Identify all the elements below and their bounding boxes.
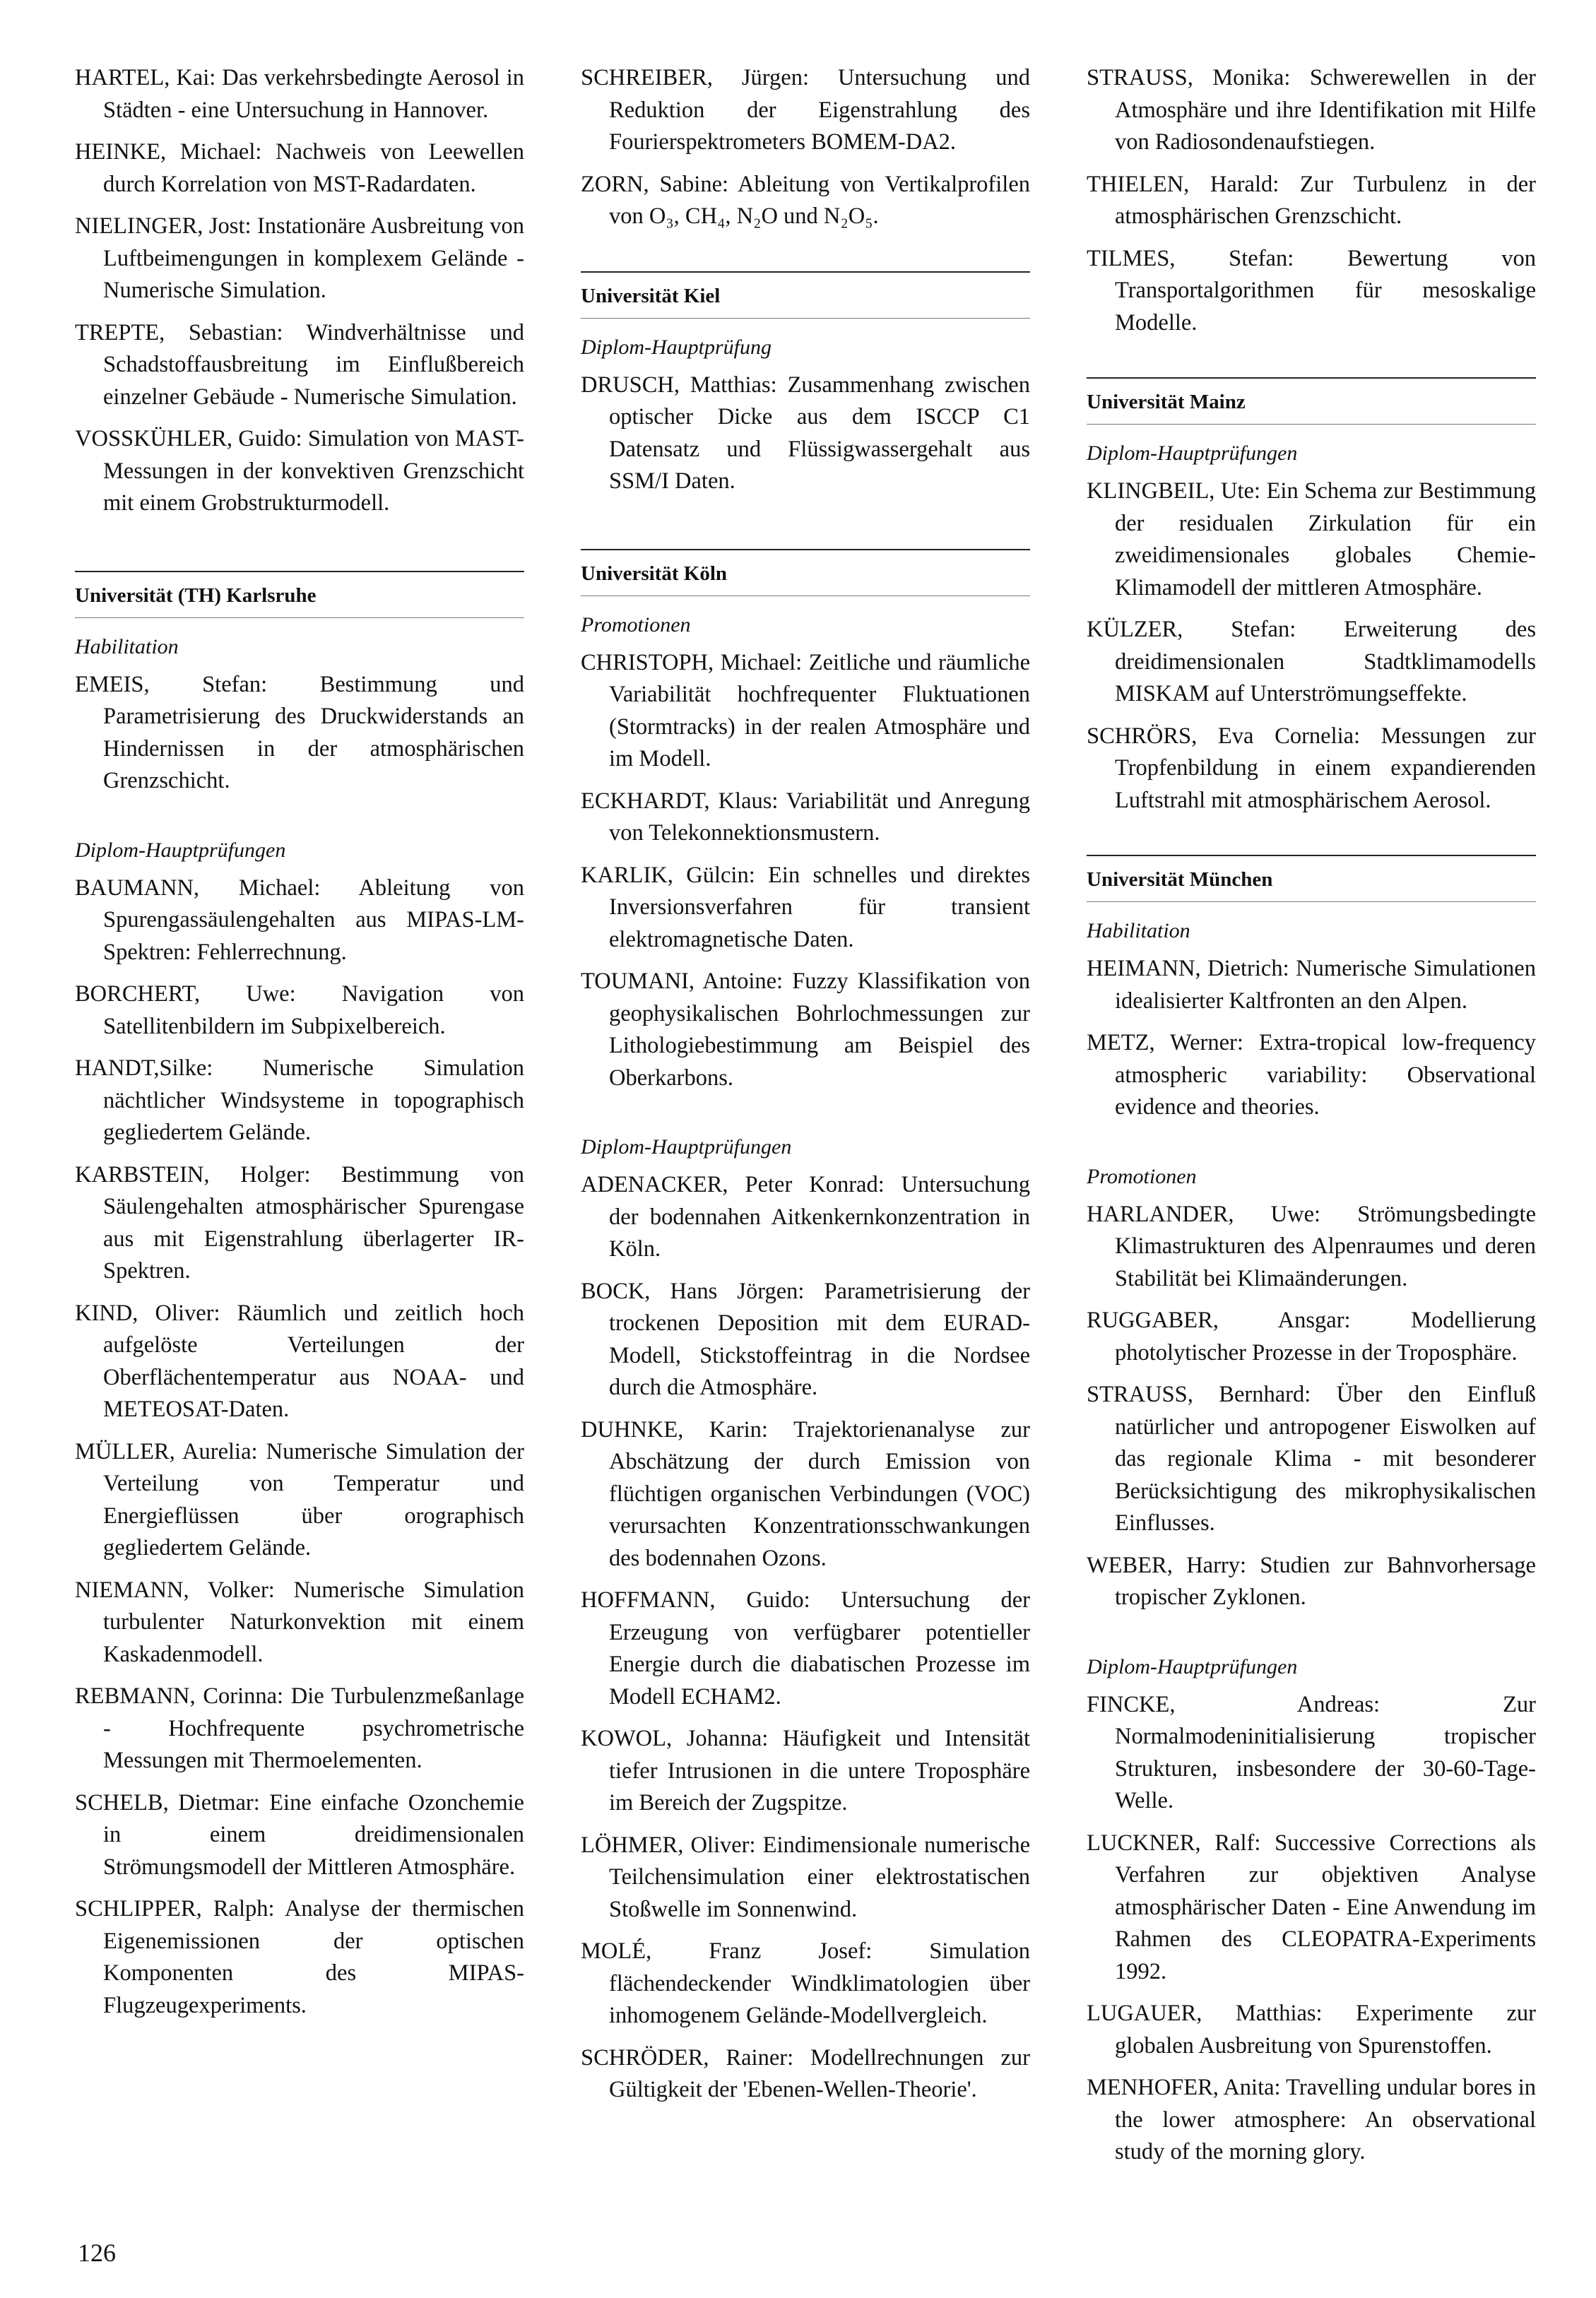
thesis-entry: HANDT,Silke: Numerische Simulation nächtlicher Windsysteme in topographisch gegliedertem Gelände. — [75, 1055, 524, 1145]
thesis-entry: STRAUSS, Monika: Schwerewellen in der Atmosphäre und ihre Identifikation mit Hilfe von Radiosondenaufstiegen. — [1087, 65, 1536, 155]
thesis-entry: VOSSKÜHLER, Guido: Simulation von MAST-Messungen in der konvektiven Grenzschicht mit einem Grobstrukturmodell. — [75, 426, 524, 516]
thesis-entry: TREPTE, Sebastian: Windverhältnisse und Schadstoffausbreitung im Einflußbereich einzelner Gebäude - Numerische Simulation. — [75, 319, 524, 410]
column-left — [75, 62, 524, 2032]
thesis-entry: LUCKNER, Ralf: Successive Corrections als Verfahren zur objektiven Analyse atmosphärischer Daten - Eine Anwendung im Rahmen des CLEOPATRA-Experiments 1992. — [1087, 1830, 1536, 1984]
thesis-entry: EMEIS, Stefan: Bestimmung und Parametrisierung des Druckwiderstands an Hindernissen in der atmosphärischen Grenzschicht. — [75, 671, 524, 793]
thesis-entry: SCHREIBER, Jürgen: Untersuchung und Reduktion der Eigenstrahlung des Fourierspektrometers BOMEM-DA2. — [581, 65, 1030, 155]
thesis-entry: ZORN, Sabine: Ableitung von Vertikalprofilen von O₃, CH₄, N₂O und N₂O₅. — [581, 171, 1030, 229]
thesis-entry: NIELINGER, Jost: Instationäre Ausbreitung von Luftbeimengungen in komplexem Gelände - Numerische Simulation. — [75, 213, 524, 303]
university-heading: Universität München — [1087, 855, 1536, 902]
thesis-entry: MENHOFER, Anita: Travelling undular bores in the lower atmosphere: An observational study of the morning glory. — [1087, 2075, 1536, 2164]
exam-heading: Diplom-Hauptprüfungen — [1087, 442, 1298, 465]
entry-list — [75, 62, 524, 520]
thesis-entry: BOCK, Hans Jörgen: Parametrisierung der trockenen Deposition mit dem EURAD-Modell, Stickstoffeintrag in die Nordsee durch die Atmosphäre. — [581, 1278, 1030, 1400]
thesis-entry: LÖHMER, Oliver: Eindimensionale numerische Teilchensimulation einer elektrostatischen Stoßwelle im Sonnenwind. — [581, 1832, 1030, 1922]
thesis-entry: ADENACKER, Peter Konrad: Untersuchung der bodennahen Aitkenkernkonzentration in Köln. — [581, 1172, 1030, 1262]
thesis-entry: CHRISTOPH, Michael: Zeitliche und räumliche Variabilität hochfrequenter Fluktuationen (Stormtracks) in der realen Atmosphäre und im Modell. — [581, 649, 1030, 771]
thesis-entry: KARBSTEIN, Holger: Bestimmung von Säulengehalten atmosphärischer Spurengase aus mit Eigenstrahlung überlagerter IR-Spektren. — [75, 1161, 524, 1284]
university-heading: Universität Kiel — [581, 271, 1030, 319]
university-heading: Universität Mainz — [1087, 377, 1536, 425]
thesis-entry: METZ, Werner: Extra-tropical low-frequency atmospheric variability: Observational evidence and theories. — [1087, 1030, 1536, 1120]
page-number: 126 — [78, 2239, 116, 2267]
thesis-entry: HOFFMANN, Guido: Untersuchung der Erzeugung von verfügbarer potentieller Energie durch die diabatischen Prozesse im Modell ECHAM2. — [581, 1587, 1030, 1710]
thesis-entry: KLINGBEIL, Ute: Ein Schema zur Bestimmung der residualen Zirkulation für ein zweidimensionales globales Chemie-Klimamodell der mittleren Atmosphäre. — [1087, 478, 1536, 600]
thesis-entry: DRUSCH, Matthias: Zusammenhang zwischen optischer Dicke aus dem ISCCP C1 Datensatz und Flüssigwassergehalt aus SSM/I Daten. — [581, 372, 1030, 494]
thesis-entry: MÜLLER, Aurelia: Numerische Simulation der Verteilung von Temperatur und Energieflüssen über orographisch gegliedertem Gelände. — [75, 1438, 524, 1560]
thesis-entry: HARLANDER, Uwe: Strömungsbedingte Klimastrukturen des Alpenraumes und deren Stabilität bei Klimaänderungen. — [1087, 1201, 1536, 1291]
university-heading: Universität Köln — [581, 549, 1030, 596]
thesis-entry: DUHNKE, Karin: Trajektorienanalyse zur Abschätzung der durch Emission von flüchtigen organischen Verbindungen (VOC) verursachten Konzentrationsschwankungen des bodennahen Ozons. — [581, 1416, 1030, 1571]
exam-heading: Promotionen — [1087, 1164, 1197, 1188]
thesis-entry: KIND, Oliver: Räumlich und zeitlich hoch aufgelöste Verteilungen der Oberflächentemperatur aus NOAA- und METEOSAT-Daten. — [75, 1300, 524, 1422]
exam-heading: Diplom-Hauptprüfungen — [1087, 1654, 1298, 1678]
thesis-entry: HARTEL, Kai: Das verkehrsbedingte Aerosol in Städten - eine Untersuchung in Hannover. — [75, 65, 524, 123]
thesis-entry: THIELEN, Harald: Zur Turbulenz in der atmosphärischen Grenzschicht. — [1087, 171, 1536, 229]
exam-heading: Promotionen — [581, 612, 691, 636]
thesis-entry: KÜLZER, Stefan: Erweiterung des dreidimensionalen Stadtklimamodells MISKAM auf Unterströmungseffekte. — [1087, 617, 1536, 706]
thesis-entry: BORCHERT, Uwe: Navigation von Satellitenbildern im Subpixelbereich. — [75, 981, 524, 1039]
thesis-entry: BAUMANN, Michael: Ableitung von Spurengassäulengehalten aus MIPAS-LM-Spektren: Fehlerrechnung. — [75, 875, 524, 965]
thesis-entry: SCHRÖRS, Eva Cornelia: Messungen zur Tropfenbildung in einem expandierenden Luftstrahl mit atmosphärischem Aerosol. — [1087, 723, 1536, 813]
thesis-entry: SCHELB, Dietmar: Eine einfache Ozonchemie in einem dreidimensionalen Strömungsmodell der Mittleren Atmosphäre. — [75, 1789, 524, 1880]
thesis-entry: STRAUSS, Bernhard: Über den Einfluß natürlicher und antropogener Eiswolken auf das regionale Klima - mit besonderer Berücksichtigung des mikrophysikalischen Einflusses. — [1087, 1382, 1536, 1536]
university-heading: Universität (TH) Karlsruhe — [75, 571, 524, 618]
exam-heading: Habilitation — [1087, 919, 1190, 942]
exam-heading: Diplom-Hauptprüfungen — [75, 838, 286, 862]
exam-heading: Diplom-Hauptprüfung — [581, 335, 772, 359]
thesis-entry: KARLIK, Gülcin: Ein schnelles und direktes Inversionsverfahren für transient elektromagnetische Daten. — [581, 862, 1030, 952]
column-middle — [581, 62, 1030, 2116]
thesis-entry: REBMANN, Corinna: Die Turbulenzmeßanlage - Hochfrequente psychrometrische Messungen mit Thermoelementen. — [75, 1683, 524, 1773]
exam-heading: Diplom-Hauptprüfungen — [581, 1135, 792, 1159]
thesis-entry: WEBER, Harry: Studien zur Bahnvorhersage tropischer Zyklonen. — [1087, 1552, 1536, 1610]
exam-heading: Habilitation — [75, 634, 179, 658]
column-right — [1087, 62, 1536, 2179]
thesis-entry: KOWOL, Johanna: Häufigkeit und Intensität tiefer Intrusionen in die untere Troposphäre im Bereich der Zugspitze. — [581, 1726, 1030, 1816]
thesis-entry: RUGGABER, Ansgar: Modellierung photolytischer Prozesse in der Troposphäre. — [1087, 1308, 1536, 1366]
thesis-entry: LUGAUER, Matthias: Experimente zur globalen Ausbreitung von Spurenstoffen. — [1087, 2001, 1536, 2059]
thesis-entry: HEINKE, Michael: Nachweis von Leewellen durch Korrelation von MST-Radardaten. — [75, 139, 524, 197]
thesis-entry: TOUMANI, Antoine: Fuzzy Klassifikation von geophysikalischen Bohrlochmessungen zur Lithologiebestimmung am Beispiel des Oberkarbons. — [581, 969, 1030, 1091]
thesis-entry: MOLÉ, Franz Josef: Simulation flächendeckender Windklimatologien über inhomogenem Gelände-Modellvergleich. — [581, 1938, 1030, 2028]
thesis-entry: SCHLIPPER, Ralph: Analyse der thermischen Eigenemissionen der optischen Komponenten des MIPAS-Flugzeugexperiments. — [75, 1896, 524, 2018]
thesis-entry: ECKHARDT, Klaus: Variabilität und Anregung von Telekonnektionsmustern. — [581, 788, 1030, 846]
thesis-entry: FINCKE, Andreas: Zur Normalmodeninitialisierung tropischer Strukturen, insbesondere der 30-60-Tage-Welle. — [1087, 1691, 1536, 1813]
thesis-entry: SCHRÖDER, Rainer: Modellrechnungen zur Gültigkeit der 'Ebenen-Wellen-Theorie'. — [581, 2044, 1030, 2102]
thesis-entry: HEIMANN, Dietrich: Numerische Simulationen idealisierter Kaltfronten an den Alpen. — [1087, 956, 1536, 1014]
thesis-entry: TILMES, Stefan: Bewertung von Transportalgorithmen für mesoskalige Modelle. — [1087, 245, 1536, 336]
thesis-entry: NIEMANN, Volker: Numerische Simulation turbulenter Naturkonvektion mit einem Kaskadenmodell. — [75, 1577, 524, 1667]
